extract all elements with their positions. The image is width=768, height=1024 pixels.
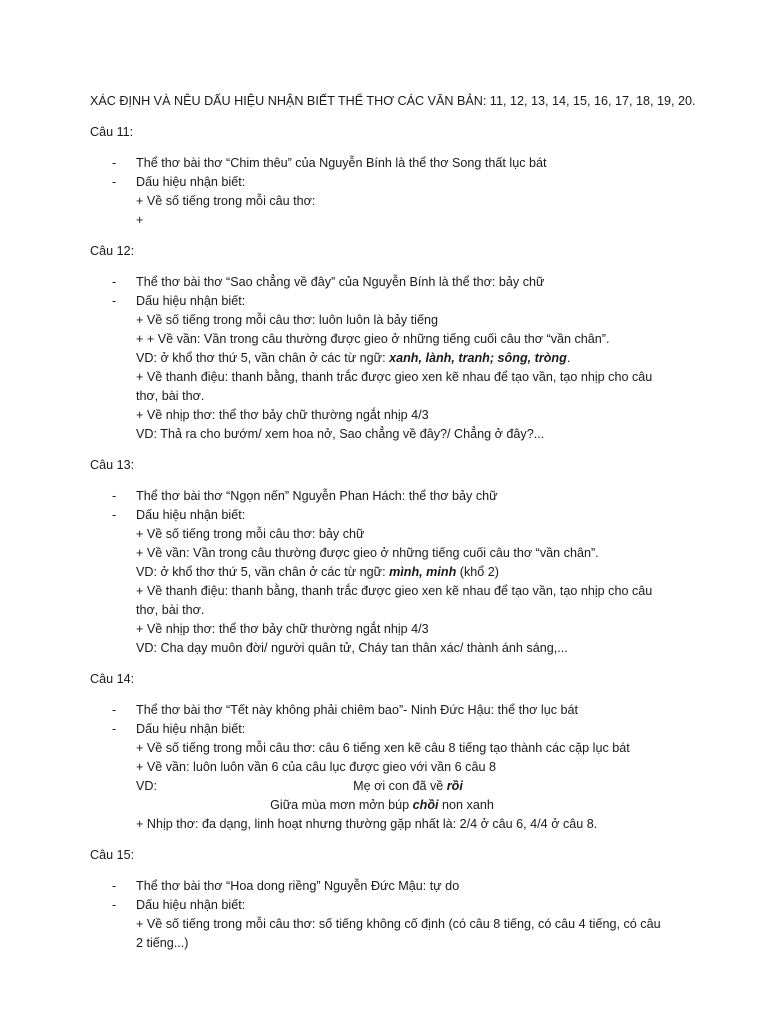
bullet-dash: - [112, 898, 117, 912]
example-line [136, 563, 670, 582]
sub-item: + + Về vần: Vần trong câu thường được gieo ở những tiếng cuối câu thơ “vần chân”. [136, 332, 610, 346]
sub-item: + Về vần: luôn luôn vần 6 của câu lục được gieo với vần 6 câu 8 [136, 760, 496, 774]
question-14 [90, 670, 670, 834]
list-item [90, 720, 670, 834]
sub-item: + Về số tiếng trong mỗi câu thơ: luôn luôn là bảy tiếng [136, 313, 438, 327]
list-item [90, 896, 670, 953]
question-12 [90, 242, 670, 444]
item-text: Thể thơ bài thơ “Tết này không phải chiêm bao”- Ninh Đức Hậu: thể thơ lục bát [136, 703, 579, 717]
item-text: Thể thơ bài thơ “Hoa dong riềng” Nguyễn Đức Mậu: tự do [136, 879, 460, 893]
list-item [90, 487, 670, 506]
sub-item: + Về thanh điệu: thanh bằng, thanh trắc được gieo xen kẽ nhau để tạo vần, tạo nhịp cho câu thơ, bài thơ. [136, 370, 653, 403]
item-text: Thể thơ bài thơ “Sao chẳng về đây” của Nguyễn Bính là thể thơ: bảy chữ [136, 275, 545, 289]
list-item [90, 701, 670, 720]
example-poem-line-2 [136, 796, 670, 815]
question-13 [90, 456, 670, 658]
example-suffix: . [566, 351, 571, 365]
question-label: Câu 15: [90, 848, 135, 862]
item-text: Thể thơ bài thơ “Ngọn nến” Nguyễn Phan Hách: thể thơ bảy chữ [136, 489, 498, 503]
sub-item: + Về số tiếng trong mỗi câu thơ: bảy chữ [136, 527, 365, 541]
sub-item: + [136, 213, 144, 227]
item-text: Dấu hiệu nhận biết: [136, 294, 246, 308]
rhyme-word: rồi [446, 779, 463, 793]
answer-list [90, 273, 670, 444]
sub-item: + Về số tiếng trong mỗi câu thơ: câu 6 tiếng xen kẽ câu 8 tiếng tạo thành các cặp lục bát [136, 741, 630, 755]
sub-item: + Về vần: Vần trong câu thường được gieo ở những tiếng cuối câu thơ “vần chân”. [136, 546, 599, 560]
item-text: Dấu hiệu nhận biết: [136, 508, 246, 522]
answer-list [90, 487, 670, 658]
bullet-dash: - [112, 703, 117, 717]
list-item [90, 292, 670, 444]
sub-item: + Về số tiếng trong mỗi câu thơ: số tiếng không cố định (có câu 8 tiếng, có câu 4 tiếng, có câu 2 tiếng...) [136, 917, 661, 950]
document-title: XÁC ĐỊNH VÀ NÊU DẤU HIỆU NHẬN BIẾT THỂ THƠ CÁC VĂN BẢN: 11, 12, 13, 14, 15, 16, 17, 18, 19, 20. [90, 94, 696, 108]
poem-text: Mẹ ơi con đã về [353, 779, 447, 793]
rhyme-word: chồi [412, 798, 439, 812]
example-line: VD: Thả ra cho bướm/ xem hoa nở, Sao chẳng về đây?/ Chẳng ở đây?... [136, 427, 545, 441]
question-11 [90, 123, 670, 230]
sub-item: + Về số tiếng trong mỗi câu thơ: [136, 194, 316, 208]
document-page [90, 92, 696, 965]
bullet-dash: - [112, 722, 117, 736]
sub-item: + Về nhịp thơ: thể thơ bảy chữ thường ngắt nhịp 4/3 [136, 622, 429, 636]
list-item [90, 173, 670, 230]
answer-list [90, 877, 670, 953]
example-prefix: VD: ở khổ thơ thứ 5, vần chân ở các từ ngữ: [136, 351, 390, 365]
question-label: Câu 13: [90, 458, 135, 472]
example-prefix: VD: ở khổ thơ thứ 5, vần chân ở các từ ngữ: [136, 565, 390, 579]
sub-item: + Về nhịp thơ: thể thơ bảy chữ thường ngắt nhịp 4/3 [136, 408, 429, 422]
bullet-dash: - [112, 156, 117, 170]
answer-list [90, 154, 670, 230]
rhyme-words: xanh, lành, tranh; sông, tròng [389, 351, 567, 365]
example-label: VD: [136, 779, 157, 793]
item-text: Dấu hiệu nhận biết: [136, 175, 246, 189]
question-label: Câu 14: [90, 672, 135, 686]
item-text: Dấu hiệu nhận biết: [136, 898, 246, 912]
list-item [90, 154, 670, 173]
bullet-dash: - [112, 489, 117, 503]
item-text: Dấu hiệu nhận biết: [136, 722, 246, 736]
poem-text: Giữa mùa mơn mởn búp [270, 798, 413, 812]
poem-line [136, 796, 592, 815]
item-text: Thể thơ bài thơ “Chim thêu” của Nguyễn Bính là thể thơ Song thất lục bát [136, 156, 547, 170]
example-poem-line-1 [136, 777, 670, 796]
poem-line [136, 777, 618, 796]
question-15 [90, 846, 670, 953]
example-suffix: (khổ 2) [456, 565, 499, 579]
sub-item: + Về thanh điệu: thanh bằng, thanh trắc được gieo xen kẽ nhau để tạo vần, tạo nhịp cho câu thơ, bài thơ. [136, 584, 653, 617]
poem-text: non xanh [438, 798, 494, 812]
example-line [136, 349, 670, 368]
bullet-dash: - [112, 294, 117, 308]
bullet-dash: - [112, 508, 117, 522]
sub-item: + Nhịp thơ: đa dạng, linh hoạt nhưng thường gặp nhất là: 2/4 ở câu 6, 4/4 ở câu 8. [136, 817, 598, 831]
bullet-dash: - [112, 175, 117, 189]
question-label: Câu 11: [90, 125, 134, 139]
list-item [90, 506, 670, 658]
bullet-dash: - [112, 275, 117, 289]
example-line: VD: Cha dạy muôn đời/ người quân tử, Cháy tan thân xác/ thành ánh sáng,... [136, 641, 568, 655]
list-item [90, 877, 670, 896]
list-item [90, 273, 670, 292]
rhyme-words: mình, minh [389, 565, 457, 579]
answer-list [90, 701, 670, 834]
bullet-dash: - [112, 879, 117, 893]
question-label: Câu 12: [90, 244, 135, 258]
